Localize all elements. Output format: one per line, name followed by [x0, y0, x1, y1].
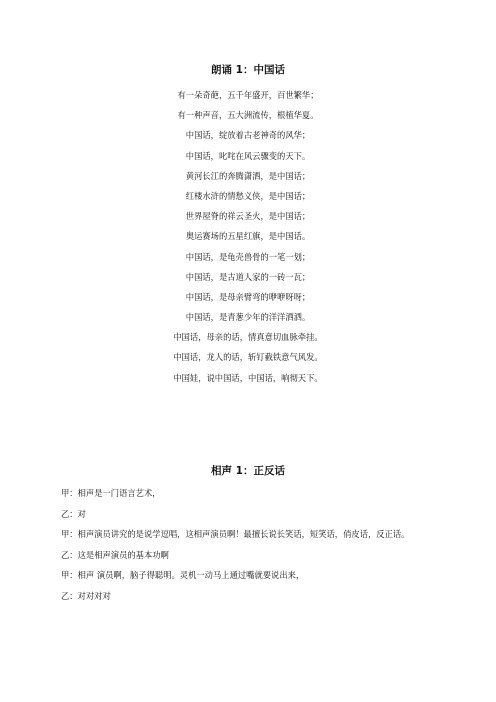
- poem-line: 黄河长江的奔腾潇洒，是中国话；: [185, 170, 311, 181]
- crosstalk-body: [61, 488, 439, 611]
- dialogue-line: 乙：对: [61, 508, 86, 519]
- poem-line: 中国话，是青葱少年的洋洋洒洒。: [185, 312, 311, 323]
- poem-line: 中国话，叱咤在风云骤变的天下。: [185, 150, 311, 161]
- poem-line: 中国话，是母亲臂弯的咿咿呀呀；: [185, 291, 311, 302]
- poem-line: 世界屋脊的祥云圣火，是中国话；: [185, 211, 311, 222]
- poem-line: 中国话，母亲的话，情真意切血脉牵挂。: [173, 332, 323, 343]
- poem-title: 朗诵 1：中国话: [211, 64, 285, 76]
- dialogue-line: 甲：相声演员讲究的是说学逗唱，这相声演员啊！最擅长说长笑话，短笑话，俏皮话，反正话。: [61, 529, 410, 539]
- dialogue-line: 甲：相声 演员啊，脑子得聪明。灵机一动马上通过嘴就要说出来，: [61, 570, 305, 580]
- dialogue-line: 甲：相声是一门语言艺术，: [61, 488, 161, 498]
- poem-line: 红楼水浒的情愁义侠，是中国话；: [185, 190, 311, 201]
- poem-line: 中国话，是古道人家的一砖一瓦；: [185, 271, 311, 282]
- poem-line: 奥运赛场的五星红旗，是中国话。: [185, 231, 311, 242]
- poem-line: 中国话，是龟壳兽骨的一笔一划；: [185, 251, 311, 262]
- poem-line: 中国话，龙人的话，斩钉截铁意气风发。: [173, 352, 323, 363]
- dialogue-line: 乙：这是相声演员的基本功啊: [61, 549, 169, 560]
- dialogue-line: 乙：对对对对: [61, 590, 111, 601]
- poem-body: [0, 85, 496, 388]
- poem-line: 有一种声音，五大洲流传，根植华夏。: [177, 110, 319, 121]
- poem-line: 有一朵奇葩，五千年盛开，百世繁华；: [177, 90, 319, 100]
- crosstalk-title: 相声 1：正反话: [211, 465, 285, 477]
- poem-line: 中国娃，说中国话，中国话，响彻天下。: [173, 372, 323, 383]
- poem-line: 中国话，绽放着古老神奇的风华；: [185, 130, 311, 141]
